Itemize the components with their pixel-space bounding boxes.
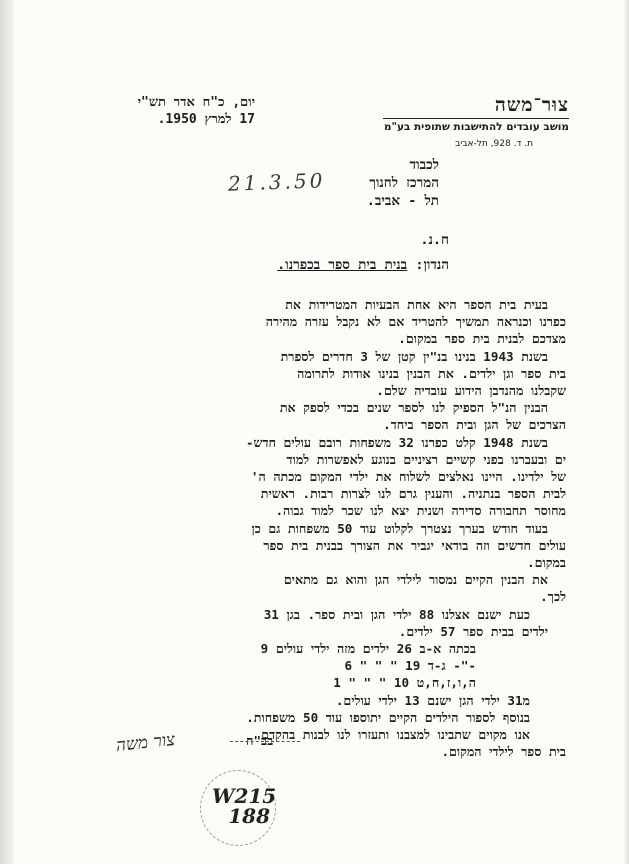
archive-stamp-line-1: W215 [212, 784, 277, 808]
letterhead-address: ת. ד. 928, תל-אביב [455, 139, 533, 149]
letterhead-rule [383, 118, 569, 119]
body-line: לכך. [540, 589, 566, 605]
body-line: הצרכים של הגן ובית הספר ביחד. [383, 417, 566, 433]
scan-right-edge [623, 0, 629, 864]
body-line: בכתה א-ב 26 ילדים מזה ילדי עולים 9 [260, 641, 476, 657]
archive-stamp-line-2: 188 [228, 804, 270, 828]
body-line: במקום. [527, 555, 566, 571]
body-line: בנוסף לספור הילדים הקיים יתוספו עוד 50 משפחות. [246, 709, 530, 725]
body-line: כפרנו וכנראה תמשיך להטריד אם לא נקבל עזרה מהירה [265, 314, 566, 330]
body-line: בית ספר לילדי המקום. [441, 744, 566, 760]
recipient-line-2: המרכז לחנוך [369, 175, 439, 191]
handwritten-date: 21.3.50 [227, 168, 326, 196]
body-line: בית ספר וגן ילדים. את הבנין בנינו אודות לתרומה [297, 365, 566, 381]
body-line: ים ובעברנו בפני קשיים רציניים בנוגע לאפשרות למוד [286, 451, 566, 467]
date-gregorian: 17 למרץ 1950. [157, 112, 255, 127]
scan-left-edge [0, 0, 14, 864]
date-hebrew: יום, כ"ח אדר תש"י [137, 95, 255, 110]
recipient-line-3: תל - אביב. [366, 193, 439, 209]
body-line: ה,ו,ז,ח,ט 10 " " " 1 [333, 675, 476, 691]
letter-body [96, 296, 566, 760]
body-line: -"- ג-ד 19 " " " 6 [344, 658, 476, 674]
body-line: אנו מקוים שתבינו למצבנו ותעזרו לנו לבנות בהקדם [261, 727, 530, 743]
body-line: הבנין הנ"ל הספיק לנו לספר שנים בכדי לספק את [279, 400, 548, 416]
archive-stamp [212, 786, 276, 826]
recipient-line-1: לכבוד [409, 157, 439, 173]
subject-prefix: הנדון: [415, 257, 449, 273]
body-line: את הבנין הקיים נמסור לילדי הגן והוא גם מתאים [283, 572, 548, 588]
body-line: מ31 ילדי הגן ישנם 13 ילדי עולים. [335, 692, 530, 708]
body-line: מחוסר תחבורה סדירה ושנית יצא לנו שכר למוד גבוה. [275, 503, 566, 519]
greeting: ח.נ. [420, 232, 449, 248]
body-line: בשנת 1948 קלט כפרנו 32 משפחות רובם עולים חדש- [245, 434, 548, 450]
handwritten-signature: צור משה [115, 729, 176, 757]
body-line: שקבלנו מהנדבן הידוע עובדיה שלם. [376, 383, 566, 399]
body-line: כעת ישנם אצלנו 88 ילדי הגן ובית ספר. בגן 31 [263, 606, 530, 622]
subject-text: בנית בית ספר בכפרנו. [277, 257, 408, 273]
body-line: בשנת 1943 בנינו בנ"ין קטן של 3 חדרים לספרת [280, 348, 548, 364]
body-line: ילדים בבית ספר 57 ילדים. [398, 623, 548, 639]
body-line: בעוד חודש בערך נצטרך לקלוט עוד 50 משפחות גם כן [251, 520, 548, 536]
closing-text: בב"ח [246, 733, 274, 748]
signature-rule [230, 741, 300, 742]
letterhead-name: צוּר־משה [494, 94, 569, 116]
body-line: מצדכם לבנית בית ספר במקום. [398, 331, 566, 347]
body-line: בעית בית הספר היא אחת הבעיות המטרידות את [285, 297, 548, 312]
letterhead-description: מושב עובדים להתישבות שתופית בע"מ [383, 121, 569, 133]
body-line: של ילדינו. היינו נאלצים לשלוח את ילדי המקום מכתה ה' [250, 469, 566, 485]
subject-line [277, 257, 449, 273]
body-line: עולים חדשים וזה בודאי יגביר את הצורך בבנית בית ספר [263, 537, 566, 553]
body-line: לבית הספר בנתניה. והענין גרם לנו לצרות רבות. ראשית [260, 486, 566, 502]
